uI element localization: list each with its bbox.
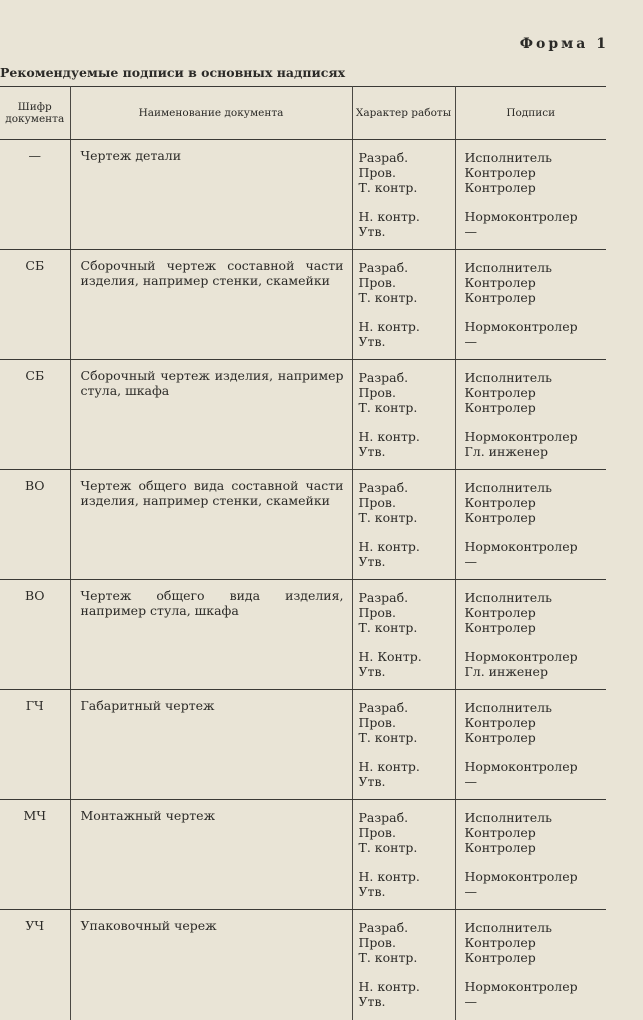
- work-type-list: [352, 580, 455, 690]
- table-row: [0, 580, 606, 690]
- work-type: Пров.: [358, 825, 396, 840]
- signature: Нормоконтролер: [464, 209, 578, 224]
- signature-list: [455, 800, 606, 910]
- signature: —: [464, 224, 477, 239]
- signature-list: [455, 580, 606, 690]
- document-name: Чертеж детали: [70, 140, 352, 250]
- work-type: Пров.: [358, 605, 396, 620]
- work-type: Утв.: [358, 664, 386, 679]
- signature: Нормоконтролер: [464, 759, 578, 774]
- work-type: Утв.: [358, 994, 386, 1009]
- spacer: [465, 195, 607, 209]
- signature: Исполнитель: [464, 260, 552, 275]
- document-name: Сборочный чертеж изделия, например стула, шкафа: [70, 360, 352, 470]
- spacer: [465, 415, 607, 429]
- table-row: [0, 140, 606, 250]
- work-type: Н. контр.: [358, 319, 420, 334]
- signature: Нормоконтролер: [464, 979, 578, 994]
- signature: Исполнитель: [464, 810, 552, 825]
- document-code: СБ: [0, 360, 70, 470]
- document-code: ВО: [0, 470, 70, 580]
- spacer: [359, 965, 455, 979]
- work-type: Пров.: [358, 935, 396, 950]
- spacer: [359, 745, 455, 759]
- signature: Нормоконтролер: [464, 539, 578, 554]
- work-type: Н. контр.: [358, 979, 420, 994]
- spacer: [359, 415, 455, 429]
- signature: Нормоконтролер: [464, 869, 578, 884]
- signature: —: [464, 884, 477, 899]
- signature: Контролер: [464, 385, 536, 400]
- signature: Исполнитель: [464, 700, 552, 715]
- form-label: Форма 1: [519, 36, 609, 52]
- spacer: [465, 305, 607, 319]
- work-type: Т. контр.: [358, 730, 418, 745]
- table-row: [0, 910, 606, 1020]
- work-type: Н. контр.: [358, 759, 420, 774]
- work-type-list: [352, 910, 455, 1020]
- work-type: Н. Контр.: [358, 649, 422, 664]
- table-row: [0, 690, 606, 800]
- signature-list: [455, 910, 606, 1020]
- document-code: УЧ: [0, 910, 70, 1020]
- work-type: Пров.: [358, 165, 396, 180]
- spacer: [465, 745, 607, 759]
- signature: Контролер: [464, 495, 536, 510]
- signature: Контролер: [464, 950, 536, 965]
- spacer: [359, 305, 455, 319]
- signature: Исполнитель: [464, 150, 552, 165]
- signature-list: [455, 250, 606, 360]
- signature: —: [464, 554, 477, 569]
- table-row: [0, 470, 606, 580]
- signature: Контролер: [464, 165, 536, 180]
- work-type: Разраб.: [358, 810, 409, 825]
- table-body: [0, 140, 606, 1020]
- header-name: Наименование документа: [70, 87, 352, 140]
- work-type: Н. контр.: [358, 209, 420, 224]
- work-type-list: [352, 250, 455, 360]
- document-code: —: [0, 140, 70, 250]
- work-type: Утв.: [358, 334, 386, 349]
- work-type: Т. контр.: [358, 180, 418, 195]
- signature-list: [455, 140, 606, 250]
- work-type: Пров.: [358, 275, 396, 290]
- signature: Контролер: [464, 620, 536, 635]
- document-code: СБ: [0, 250, 70, 360]
- work-type: Т. контр.: [358, 290, 418, 305]
- signature: Контролер: [464, 605, 536, 620]
- spacer: [465, 525, 607, 539]
- document-name: Упаковочный череж: [70, 910, 352, 1020]
- work-type: Т. контр.: [358, 400, 418, 415]
- work-type: Утв.: [358, 554, 386, 569]
- work-type: Пров.: [358, 715, 396, 730]
- signature: Исполнитель: [464, 370, 552, 385]
- work-type: Т. контр.: [358, 620, 418, 635]
- document-name: Чертеж общего вида изделия, например стула, шкафа: [70, 580, 352, 690]
- work-type: Н. контр.: [358, 539, 420, 554]
- header-signatures: Подписи: [455, 87, 606, 140]
- signature: Контролер: [464, 840, 536, 855]
- signature: Контролер: [464, 730, 536, 745]
- work-type-list: [352, 800, 455, 910]
- work-type: Разраб.: [358, 370, 409, 385]
- signature: —: [464, 334, 477, 349]
- header-code: Шифр документа: [0, 87, 70, 140]
- signatures-table: [0, 86, 606, 1020]
- signature: Контролер: [464, 275, 536, 290]
- signature: Исполнитель: [464, 920, 552, 935]
- spacer: [359, 195, 455, 209]
- signature: Исполнитель: [464, 480, 552, 495]
- table-caption: Рекомендуемые подписи в основных надписях: [0, 65, 346, 80]
- signature: Нормоконтролер: [464, 649, 578, 664]
- work-type: Т. контр.: [358, 840, 418, 855]
- signature: Контролер: [464, 400, 536, 415]
- spacer: [465, 855, 607, 869]
- work-type-list: [352, 360, 455, 470]
- table-row: [0, 250, 606, 360]
- document-name: Монтажный чертеж: [70, 800, 352, 910]
- signature: Контролер: [464, 180, 536, 195]
- work-type: Пров.: [358, 385, 396, 400]
- document-name: Габаритный чертеж: [70, 690, 352, 800]
- signature-list: [455, 470, 606, 580]
- spacer: [359, 525, 455, 539]
- signature: Контролер: [464, 715, 536, 730]
- table-row: [0, 360, 606, 470]
- work-type: Разраб.: [358, 590, 409, 605]
- work-type: Разраб.: [358, 700, 409, 715]
- work-type: Т. контр.: [358, 510, 418, 525]
- work-type: Т. контр.: [358, 950, 418, 965]
- work-type: Утв.: [358, 224, 386, 239]
- document-code: ВО: [0, 580, 70, 690]
- signature: Контролер: [464, 935, 536, 950]
- signature: Контролер: [464, 290, 536, 305]
- work-type: Утв.: [358, 774, 386, 789]
- spacer: [359, 855, 455, 869]
- work-type: Утв.: [358, 884, 386, 899]
- signature: Гл. инженер: [464, 444, 548, 459]
- work-type-list: [352, 690, 455, 800]
- header-work: Характер работы: [352, 87, 455, 140]
- signature-list: [455, 690, 606, 800]
- work-type: Разраб.: [358, 480, 409, 495]
- signature: —: [464, 774, 477, 789]
- work-type: Утв.: [358, 444, 386, 459]
- table-header-row: [0, 87, 606, 140]
- signature-list: [455, 360, 606, 470]
- document-code: МЧ: [0, 800, 70, 910]
- work-type-list: [352, 470, 455, 580]
- signature: Гл. инженер: [464, 664, 548, 679]
- work-type: Разраб.: [358, 150, 409, 165]
- spacer: [359, 635, 455, 649]
- signature: Нормоконтролер: [464, 429, 578, 444]
- work-type: Н. контр.: [358, 429, 420, 444]
- spacer: [465, 635, 607, 649]
- document-name: Чертеж общего вида составной части изделия, например стенки, скамейки: [70, 470, 352, 580]
- signature: Контролер: [464, 825, 536, 840]
- spacer: [465, 965, 607, 979]
- work-type: Пров.: [358, 495, 396, 510]
- signature: Исполнитель: [464, 590, 552, 605]
- table-row: [0, 800, 606, 910]
- document-name: Сборочный чертеж составной части изделия, например стенки, скамейки: [70, 250, 352, 360]
- document-code: ГЧ: [0, 690, 70, 800]
- signature: —: [464, 994, 477, 1009]
- work-type: Разраб.: [358, 920, 409, 935]
- signature: Контролер: [464, 510, 536, 525]
- signature: Нормоконтролер: [464, 319, 578, 334]
- work-type: Разраб.: [358, 260, 409, 275]
- work-type-list: [352, 140, 455, 250]
- work-type: Н. контр.: [358, 869, 420, 884]
